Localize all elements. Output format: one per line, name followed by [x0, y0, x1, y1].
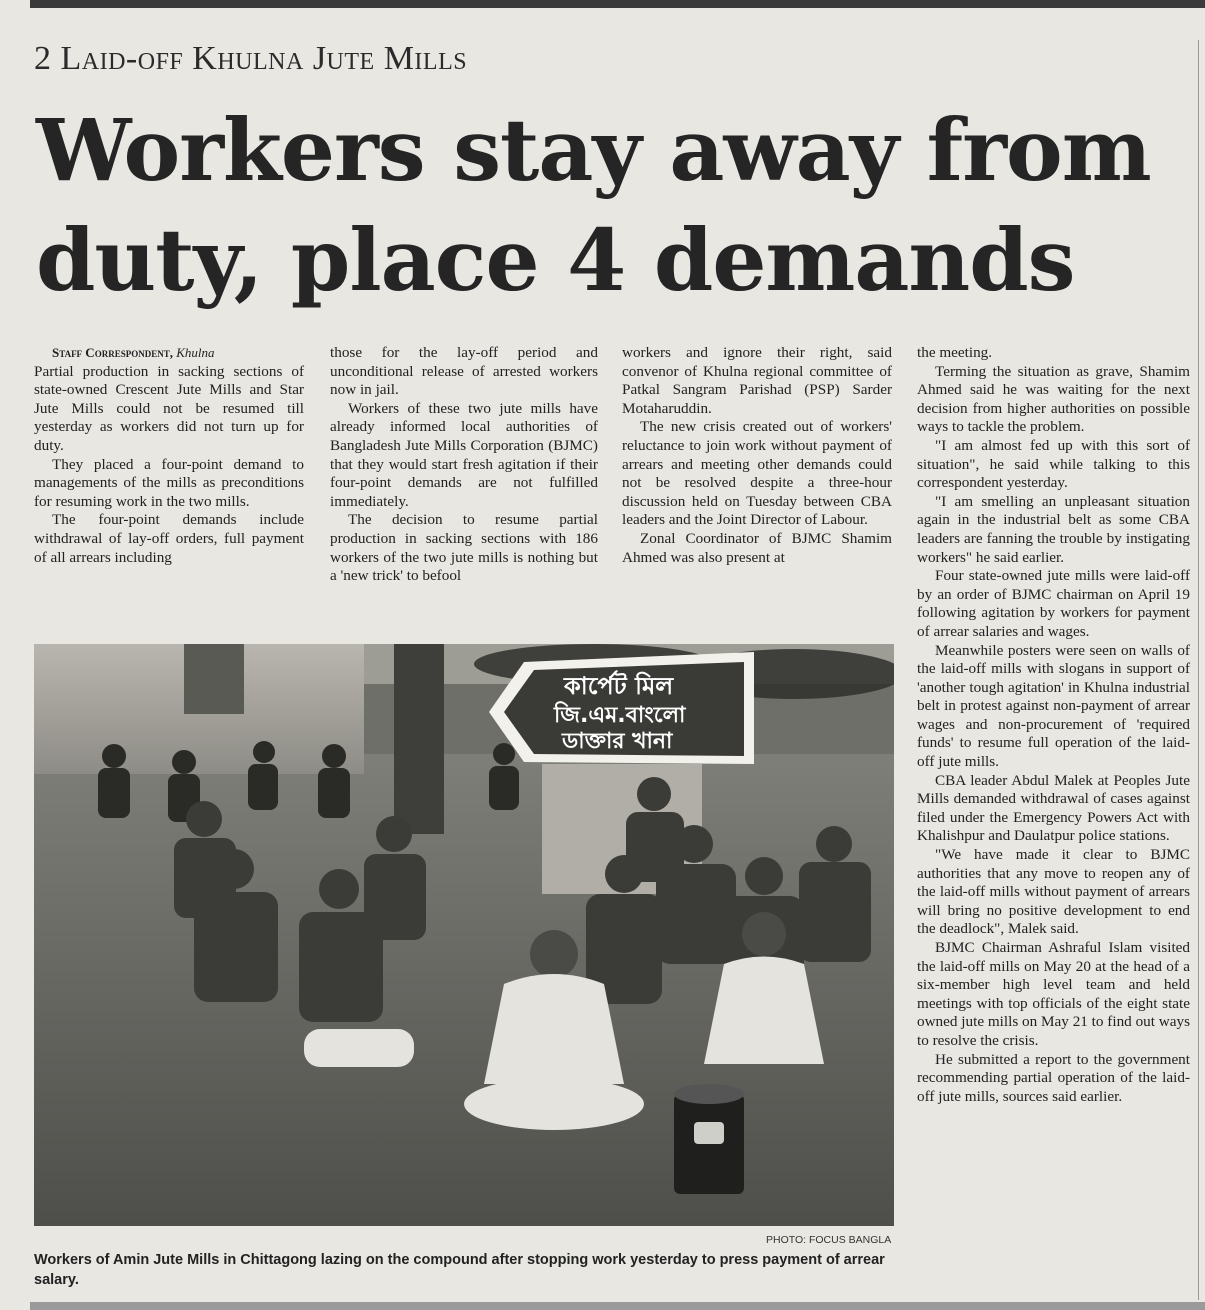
headline: Workers stay away from duty, place 4 demands [36, 101, 1151, 311]
paragraph: The four-point demands include withdrawal of lay-off orders, full payment of all arrears including [34, 511, 304, 566]
photo-credit: PHOTO: FOCUS BANGLA [766, 1234, 892, 1246]
sign-line-3: ডাক্তার খানা [562, 729, 673, 754]
news-photo [34, 644, 894, 1226]
paragraph: those for the lay-off period and unconditional release of arrested workers now in jail. [330, 344, 598, 399]
column-4 [917, 344, 1190, 1106]
photo-illustration [34, 644, 894, 1226]
paragraph: Partial production in sacking sections of state-owned Crescent Jute Mills and Star Jute Mills could not be resumed till yesterday as workers did not turn up for duty. [34, 362, 304, 454]
paragraph: BJMC Chairman Ashraful Islam visited the laid-off mills on May 20 at the head of a six-member high level team and held meetings with top officials of the eight state owned jute mills on May 21 to find out ways to resolve the crisis. [917, 939, 1190, 1049]
sign-line-1: কার্পেট মিল [564, 672, 674, 700]
byline-place: Khulna [176, 345, 215, 360]
paragraph: "I am smelling an unpleasant situation again in the industrial belt as some CBA leaders are fanning the trouble by instigating workers" he said earlier. [917, 492, 1190, 566]
column-rule [1198, 40, 1199, 1300]
paragraph: He submitted a report to the government recommending partial operation of the laid-off jute mills, sources said earlier. [917, 1050, 1190, 1105]
paragraph: Four state-owned jute mills were laid-off by an order of BJMC chairman on April 19 following agitation by workers for payment of arrear salaries and wages. [917, 567, 1190, 640]
paragraph: CBA leader Abdul Malek at Peoples Jute Mills demanded withdrawal of cases against filed under the Emergency Powers Act with Khalishpur and Daulatpur police stations. [917, 771, 1190, 845]
byline-label: Staff Correspondent, [52, 345, 173, 360]
paragraph: workers and ignore their right, said convenor of Khulna regional committee of Patkal Sangram Parishad (PSP) Sarder Motaharuddin. [622, 344, 892, 417]
column-3 [622, 344, 892, 567]
bottom-rule [30, 1302, 1205, 1310]
column-2 [330, 344, 598, 586]
paragraph: "I am almost fed up with this sort of situation", he said while talking to this correspondent yesterday. [917, 436, 1190, 492]
column-1 [34, 344, 304, 567]
paragraph: the meeting. [917, 344, 993, 361]
paragraph: Terming the situation as grave, Shamim Ahmed said he was waiting for the next decision from higher authorities on possible ways to tackle the problem. [917, 362, 1190, 436]
kicker: 2 Laid-off Khulna Jute Mills [34, 40, 468, 77]
photo-caption: Workers of Amin Jute Mills in Chittagong lazing on the compound after stopping work yesterday to press payment of arrear salary. [34, 1252, 885, 1288]
paragraph: Meanwhile posters were seen on walls of the laid-off mills with slogans in support of 'another tough agitation' in Khulna industrial belt in protest against non-payment of arrear wages and non-procurement of 'required funds' to resume full operation of the laid-off jute mills. [917, 641, 1190, 771]
paragraph: The decision to resume partial production in sacking sections with 186 workers of the two jute mills is nothing but a 'new trick' to befool [330, 511, 598, 585]
paragraph: The new crisis created out of workers' reluctance to join work without payment of arrears and meeting other demands could not be resolved despite a three-hour discussion held on Tuesday between CBA leaders and the Joint Director of Labour. [622, 418, 892, 529]
paragraph: Zonal Coordinator of BJMC Shamim Ahmed was also present at [622, 529, 892, 566]
sign-line-2: জি.এম.বাংলো [554, 703, 686, 728]
paragraph: "We have made it clear to BJMC authorities that any move to reopen any of the laid-off mills without payment of arrears will bring no positive development to end the deadlock", Malek said. [917, 846, 1190, 938]
paragraph: They placed a four-point demand to managements of the mills as preconditions for resuming work in the two mills. [34, 455, 304, 510]
paragraph: Workers of these two jute mills have already informed local authorities of Bangladesh Jute Mills Corporation (BJMC) that they would start fresh agitation if their four-point demands are not fulfilled immediately. [330, 399, 598, 510]
top-rule [30, 0, 1205, 8]
byline [34, 344, 304, 363]
